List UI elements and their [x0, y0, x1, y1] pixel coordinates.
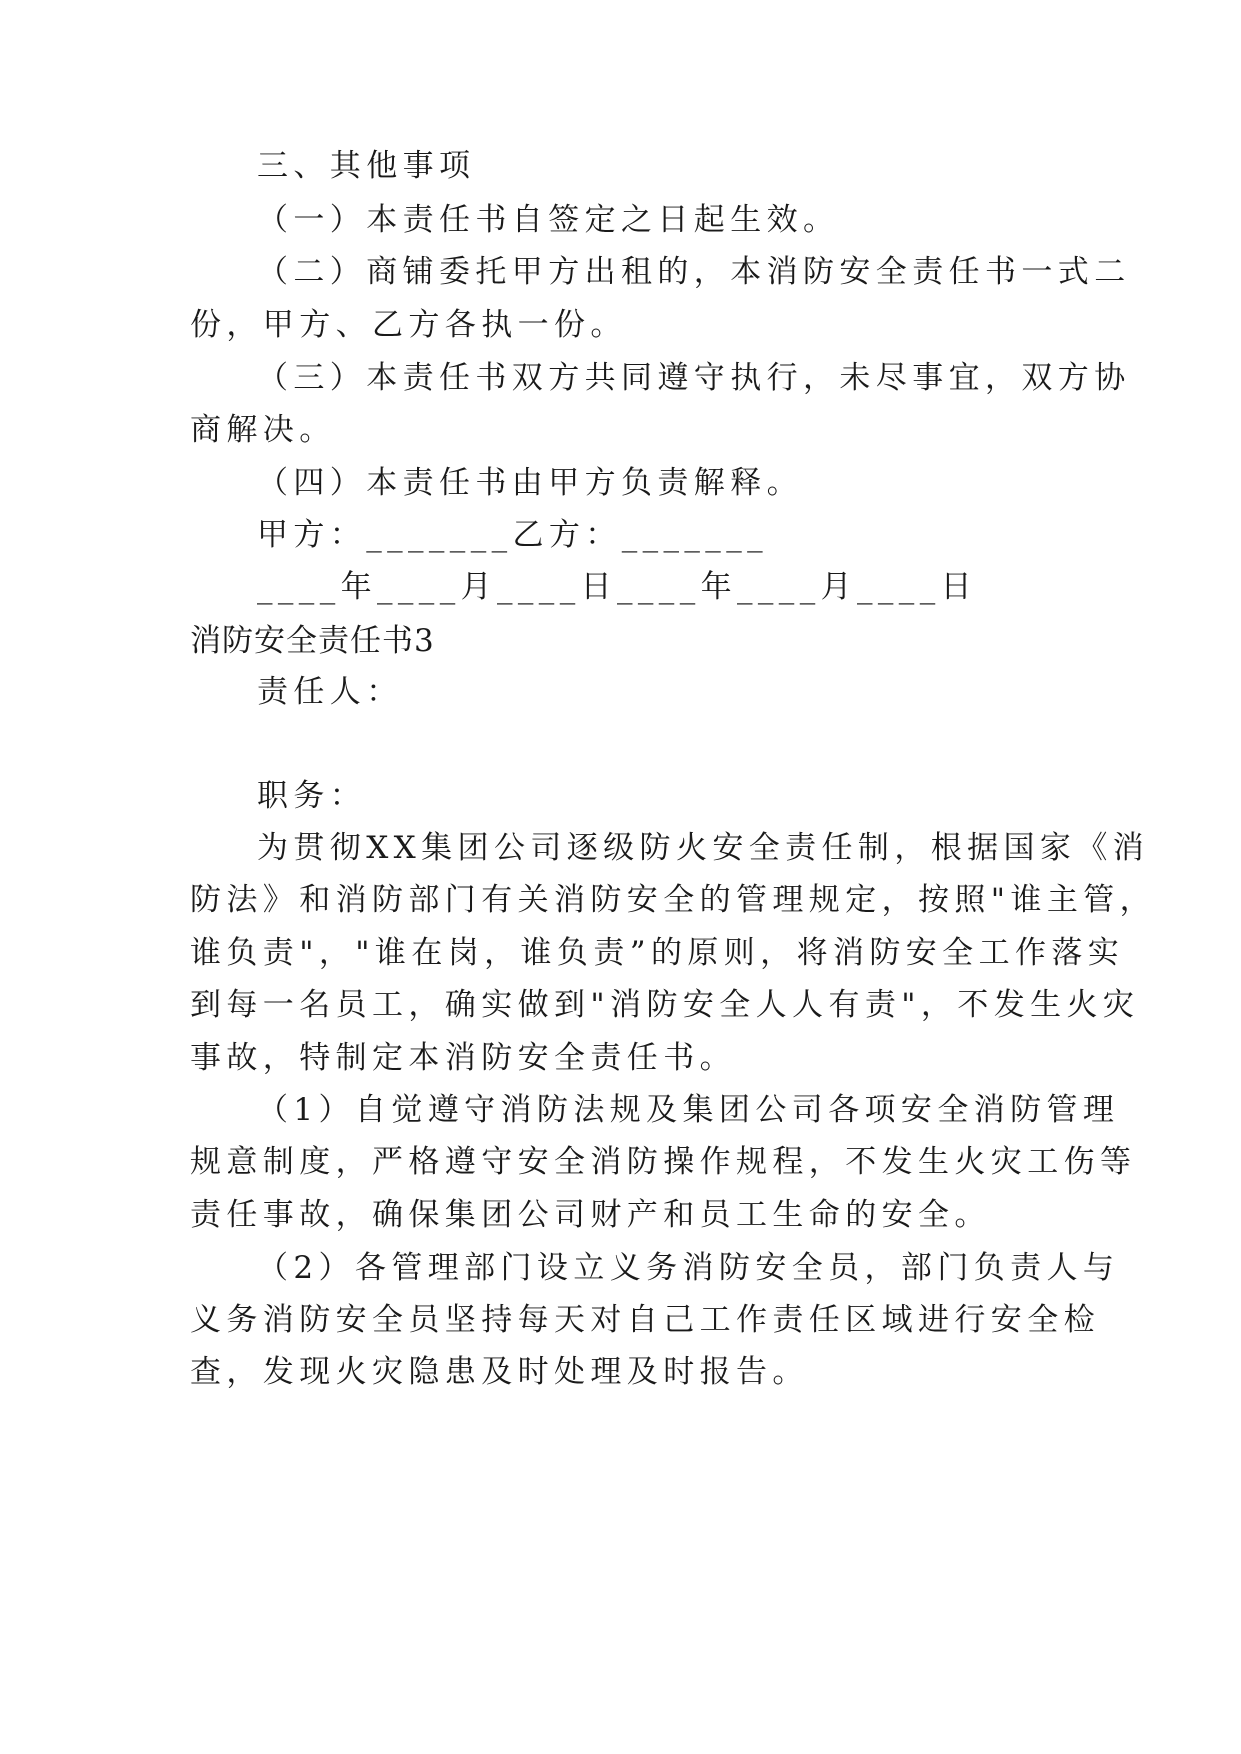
paragraph-line: 防法》和消防部门有关消防安全的管理规定，按照"谁主管，	[190, 882, 1157, 918]
document-title: 消防安全责任书3	[190, 623, 435, 659]
signature-line: 甲方：_______乙方：_______	[257, 517, 768, 553]
paragraph-line: （2）各管理部门设立义务消防安全员，部门负责人与	[257, 1250, 1120, 1286]
paragraph-line: 查，发现火灾隐患及时处理及时报告。	[190, 1354, 809, 1390]
paragraph-line: 为贯彻XX集团公司逐级防火安全责任制，根据国家《消	[257, 830, 1150, 866]
paragraph-line: 规意制度，严格遵守安全消防操作规程，不发生火灾工伤等	[190, 1144, 1137, 1180]
paragraph-line: 份，甲方、乙方各执一份。	[190, 307, 627, 343]
paragraph-line: 义务消防安全员坚持每天对自己工作责任区域进行安全检	[190, 1302, 1100, 1338]
section-heading-other-matters: 三、其他事项	[257, 148, 476, 184]
paragraph-line: 到每一名员工，确实做到"消防安全人人有责"，不发生火灾	[190, 987, 1140, 1023]
paragraph-line: （1）自觉遵守消防法规及集团公司各项安全消防管理	[257, 1092, 1120, 1128]
date-line: ____年____月____日____年____月____日	[257, 569, 977, 605]
paragraph-line: 事故，特制定本消防安全责任书。	[190, 1040, 736, 1076]
paragraph-line: 责任事故，确保集团公司财产和员工生命的安全。	[190, 1197, 991, 1233]
paragraph-line: （四）本责任书由甲方负责解释。	[257, 465, 803, 501]
paragraph-line: （三）本责任书双方共同遵守执行，未尽事宜，双方协	[257, 360, 1131, 396]
position-field: 职务：	[257, 778, 367, 814]
paragraph-line: 商解决。	[190, 412, 336, 448]
responsible-person-field: 责任人：	[257, 674, 403, 710]
paragraph-line: 谁负责"，"谁在岗，谁负责”的原则，将消防安全工作落实	[190, 935, 1125, 971]
paragraph-line: （一）本责任书自签定之日起生效。	[257, 202, 840, 238]
paragraph-line: （二）商铺委托甲方出租的，本消防安全责任书一式二	[257, 254, 1131, 290]
